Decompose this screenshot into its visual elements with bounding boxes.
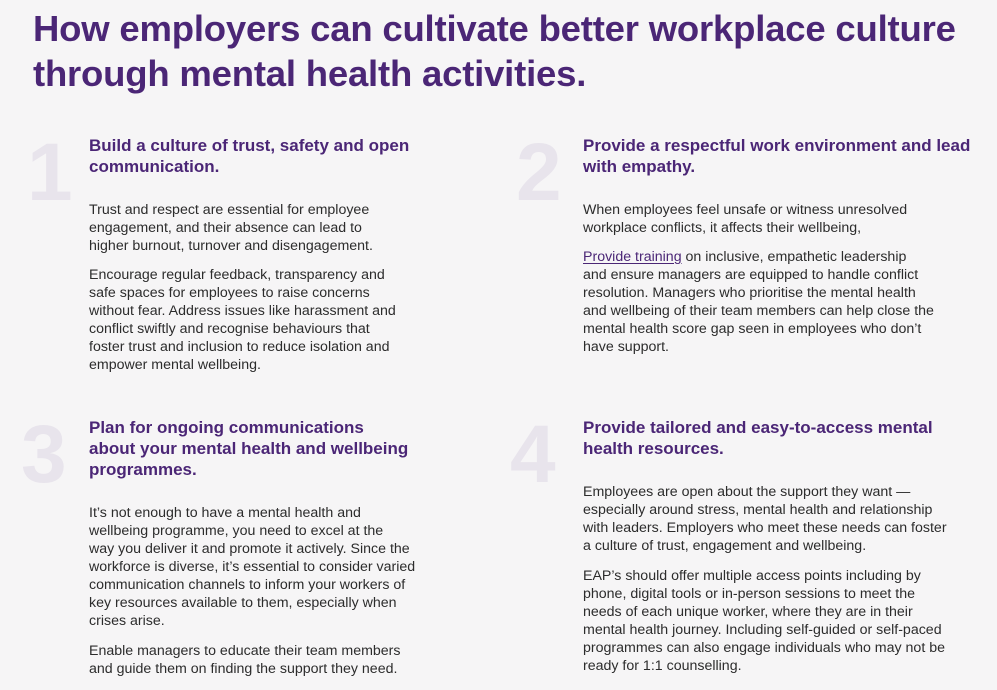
section-3-paragraph-1: It’s not enough to have a mental health and wellbeing programme, you need to excel at the way you deliver it and promote it actively. Since the workforce is diverse, it’s essential to consider varied communication channels to inform your workers of key resources available to them, especially when crises arise. xyxy=(89,505,416,629)
section-number-2: 2 xyxy=(516,127,562,218)
section-2-paragraph-2: Provide training on inclusive, empathetic leadership and ensure managers are equipped to handle conflict resolution. Managers who prioritise the mental health and wellbeing of their team members can help close the mental health score gap seen in employees who don’t have support. xyxy=(583,249,934,355)
section-2-paragraph-1: When employees feel unsafe or witness unresolved workplace conflicts, it affects their wellbeing, xyxy=(583,202,908,236)
page-title xyxy=(33,6,973,96)
section-4-paragraph-1: Employees are open about the support they want — especially around stress, mental health and relationship with leaders. Employers who meet these needs can foster a culture of trust, engagement and wellbeing. xyxy=(583,484,947,554)
section-number-1: 1 xyxy=(27,127,73,218)
page-title-line-2: through mental health activities. xyxy=(33,53,587,94)
section-3-paragraph-2: Enable managers to educate their team members and guide them on finding the support they need. xyxy=(89,643,401,677)
provide-training-link[interactable]: Provide training xyxy=(583,249,682,265)
section-4-paragraph-2: EAP’s should offer multiple access points including by phone, digital tools or in-person sessions to meet the needs of each unique worker, where they are in their mental health journey. Including self-guided or self-paced programmes can also engage individuals who may not be ready for 1:1 counselling. xyxy=(583,568,945,674)
section-number-3: 3 xyxy=(21,409,67,500)
section-number-4: 4 xyxy=(510,409,556,500)
section-heading-3: Plan for ongoing communications about your mental health and wellbeing programmes. xyxy=(89,418,409,479)
section-heading-4: Provide tailored and easy-to-access mental health resources. xyxy=(583,418,933,458)
section-1-paragraph-2: Encourage regular feedback, transparency and safe spaces for employees to raise concerns without fear. Address issues like harassment and conflict swiftly and recognise behaviours that foster trust and inclusion to reduce isolation and empower mental wellbeing. xyxy=(89,267,396,373)
section-heading-2: Provide a respectful work environment and lead with empathy. xyxy=(583,136,971,176)
section-1-paragraph-1: Trust and respect are essential for employee engagement, and their absence can lead to higher burnout, turnover and disengagement. xyxy=(89,202,373,254)
section-heading-1: Build a culture of trust, safety and open communication. xyxy=(89,136,410,176)
page-title-line-1: How employers can cultivate better workplace culture xyxy=(33,8,956,49)
